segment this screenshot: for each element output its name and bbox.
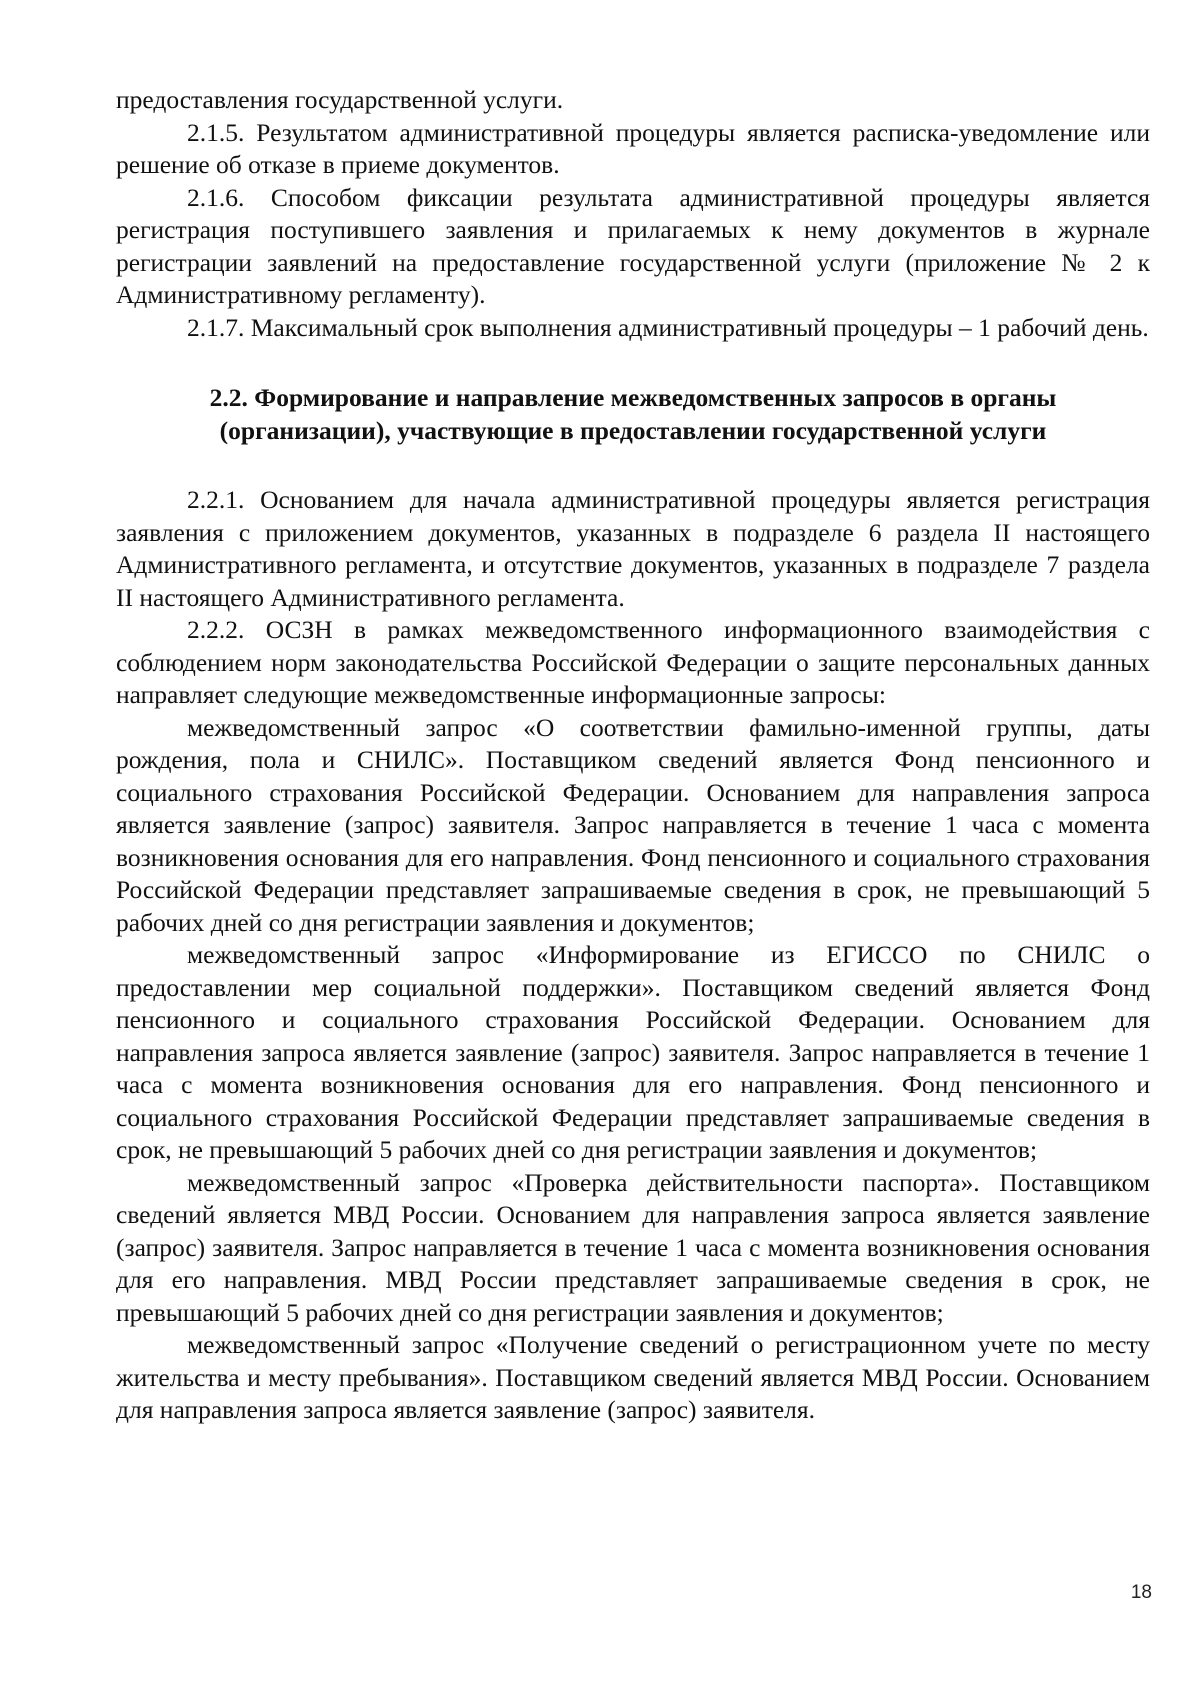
page-number: 18 (1130, 1582, 1152, 1603)
paragraph-request-passport: межведомственный запрос «Проверка действительности паспорта». Поставщиком сведений является МВД России. Основанием для направления запроса является заявление (запрос) заявителя. Запрос направляется в течение 1 часа с момента возникновения основания для его направления. МВД России представляет запрашиваемые сведения в срок, не превышающий 5 рабочих дней со дня регистрации заявления и документов; (116, 1167, 1150, 1327)
paragraph-2-1-6: 2.1.6. Способом фиксации результата административной процедуры является регистрация поступившего заявления и прилагаемых к нему документов в журнале регистрации заявлений на предоставление государственной услуги (приложение № 2 к Административному регламенту). (116, 182, 1150, 309)
paragraph-2-1-7: 2.1.7. Максимальный срок выполнения административный процедуры – 1 рабочий день. (187, 312, 1149, 342)
paragraph-continuation: предоставления государственной услуги. (116, 85, 564, 114)
document-page (116, 84, 1150, 1427)
paragraph-2-2-2: 2.2.2. ОСЗН в рамках межведомственного информационного взаимодействия с соблюдением норм законодательства Российской Федерации о защите персональных данных направляет следующие межведомственные информационные запросы: (116, 615, 1150, 709)
paragraph-2-1-5: 2.1.5. Результатом административной процедуры является расписка-уведомление или решение об отказе в приеме документов. (116, 117, 1150, 179)
section-heading: 2.2. Формирование и направление межведомственных запросов в органы (организации), участвующие в предоставлении государственной услуги (209, 383, 1057, 445)
paragraph-request-registration: межведомственный запрос «Получение сведений о регистрационном учете по месту жительства и месту пребывания». Поставщиком сведений является МВД России. Основанием для направления запроса является заявление (запрос) заявителя. (116, 1330, 1150, 1424)
paragraph-request-snils: межведомственный запрос «О соответствии фамильно-именной группы, даты рождения, пола и СНИЛС». Поставщиком сведений является Фонд пенсионного и социального страхования Российской Федерации. Основанием для направления запроса является заявление (запрос) заявителя. Запрос направляется в течение 1 часа с момента возникновения основания для его направления. Фонд пенсионного и социального страхования Российской Федерации представляет запрашиваемые сведения в срок, не превышающий 5 рабочих дней со дня регистрации заявления и документов; (116, 712, 1150, 937)
paragraph-request-egisso: межведомственный запрос «Информирование из ЕГИССО по СНИЛС о предоставлении мер социальной поддержки». Поставщиком сведений является Фонд пенсионного и социального страхования Российской Федерации. Основанием для направления запроса является заявление (запрос) заявителя. Запрос направляется в течение 1 часа с момента возникновения основания для его направления. Фонд пенсионного и социального страхования Российской Федерации представляет запрашиваемые сведения в срок, не превышающий 5 рабочих дней со дня регистрации заявления и документов; (116, 940, 1150, 1164)
paragraph-2-2-1: 2.2.1. Основанием для начала административной процедуры является регистрация заявления с приложением документов, указанных в подразделе 6 раздела II настоящего Административного регламента, и отсутствие документов, указанных в подразделе 7 раздела II настоящего Административного регламента. (116, 485, 1150, 612)
